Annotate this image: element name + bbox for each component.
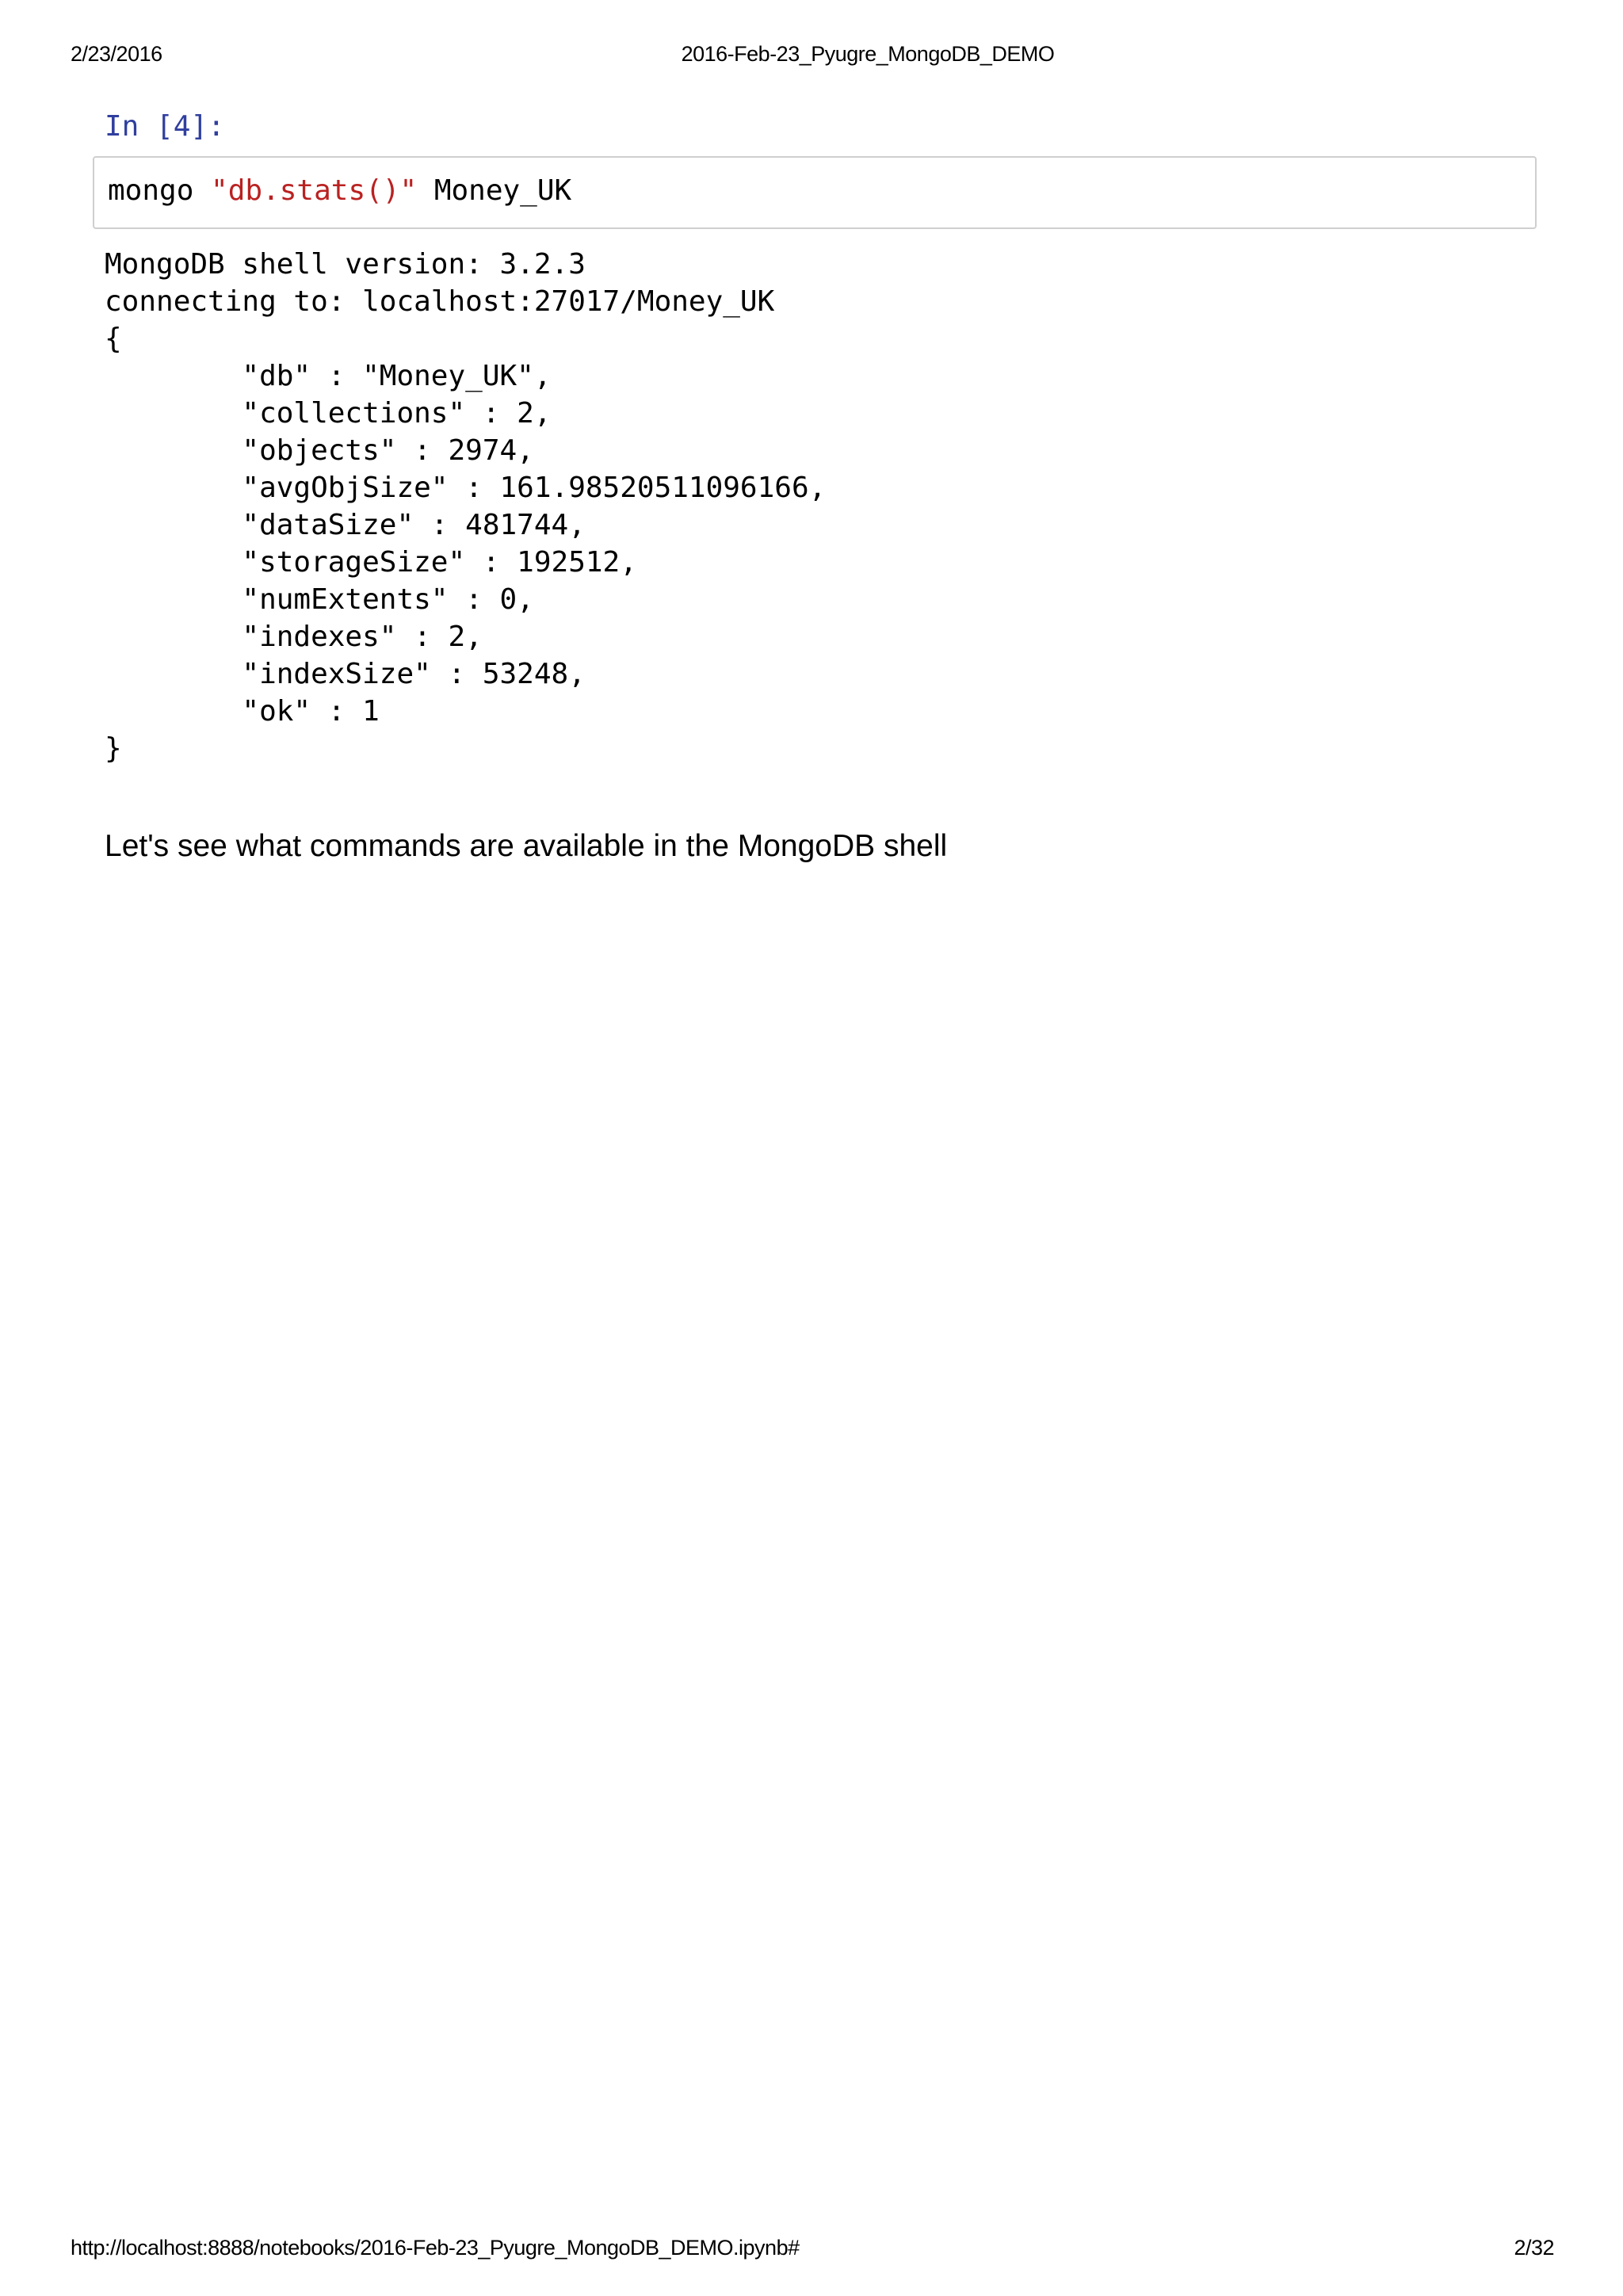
cell-output: MongoDB shell version: 3.2.3 connecting to: localhost:27017/Money_UK { "db" : "Money_UK", "collections" : 2, "objects" : 2974, "avgObjSize" : 161.98520511096166, "dataSize" : 481744, "storageSize" : 192512, "numExtents" : 0, "indexes" : 2, "indexSize" : 53248, "ok" : 1 }: [105, 248, 827, 765]
code-input-text[interactable]: [108, 172, 571, 210]
print-footer: [0, 2233, 1623, 2262]
code-input-cell[interactable]: [93, 156, 1537, 229]
markdown-cell-text: Let's see what commands are available in the MongoDB shell: [105, 829, 948, 863]
print-page-number: 2/32: [1514, 2236, 1554, 2260]
print-date: 2/23/2016: [71, 42, 162, 66]
code-command: mongo: [108, 174, 212, 207]
input-prompt: In [4]:: [105, 110, 225, 143]
print-url: http://localhost:8888/notebooks/2016-Feb-23_Pyugre_MongoDB_DEMO.ipynb#: [71, 2236, 800, 2260]
print-document-title: 2016-Feb-23_Pyugre_MongoDB_DEMO: [681, 42, 1055, 66]
print-header: [0, 40, 1623, 68]
code-argument: Money_UK: [417, 174, 572, 207]
code-string-literal: "db.stats()": [211, 174, 418, 207]
